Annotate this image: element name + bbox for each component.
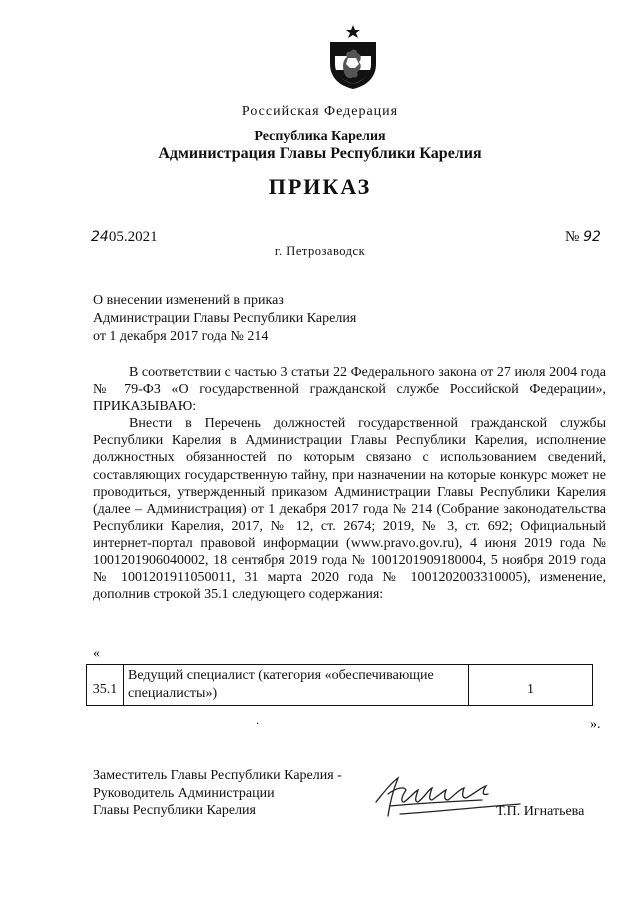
quantity-cell: 1: [469, 665, 593, 706]
date-printed-part: 05.2021: [108, 229, 158, 245]
signer-name: Т.П. Игнатьева: [496, 804, 585, 819]
document-body: [93, 364, 606, 603]
document-type-title: ПРИКАЗ: [268, 174, 372, 199]
subject-line: от 1 декабря 2017 года № 214: [93, 329, 269, 344]
body-paragraph: Внести в Перечень должностей государственной гражданской службы Республики Карелия в Администрации Главы Республики Карелия, исполнение должностных обязанностей по которым связано с использованием сведений, составляющих государственную тайну, при назначении на которые конкурс может не проводиться, утвержденный приказом Администрации Главы Республики Карелия (далее – Администрация) от 1 декабря 2017 года № 214 (Собрание законодательства Республики Карелия, 2017, № 12, ст. 2674; 2019, № 3, ст. 692; Официальный интернет-портал правовой информации (www.pravo.gov.ru), 4 июня 2019 года № 1001201906040002, 18 сентября 2019 года № 1001201909180004, 5 ноября 2019 года № 1001201911050011, 31 марта 2020 года № 1001202003310005), изменение, дополнив строкой 35.1 следующего содержания:: [93, 416, 606, 603]
coat-of-arms-emblem: [326, 24, 380, 90]
row-number-cell: 35.1: [87, 665, 124, 706]
stray-mark: ·: [256, 719, 260, 730]
closing-quote: ».: [590, 717, 601, 732]
position-name-cell: Ведущий специалист (категория «обеспечивающие специалисты»): [124, 665, 469, 706]
administration-name: Администрация Главы Республики Карелия: [158, 145, 482, 162]
signatory-line: Заместитель Главы Республики Карелия -: [93, 768, 342, 783]
number-prefix: №: [565, 229, 580, 245]
subject-line: Администрации Главы Республики Карелия: [93, 311, 357, 326]
opening-quote: «: [93, 646, 100, 661]
city-name: г. Петрозаводск: [274, 244, 366, 258]
body-paragraph: В соответствии с частью 3 статьи 22 Федерального закона от 27 июля 2004 года № 79-ФЗ «О государственной гражданской службе Российской Федерации», ПРИКАЗЫВАЮ:: [93, 365, 606, 415]
amendment-table: [86, 664, 593, 706]
signatory-line: Руководитель Администрации: [93, 785, 275, 801]
signatory-title: [93, 767, 342, 820]
date-handwritten-day: 24: [91, 229, 109, 245]
signatory-line: Главы Республики Карелия: [93, 803, 256, 818]
table-row: [87, 665, 593, 706]
republic-name: Республика Карелия: [254, 129, 386, 144]
subject-line: О внесении изменений в приказ: [93, 293, 284, 308]
number-handwritten: 92: [583, 229, 601, 245]
document-subject: [93, 292, 356, 346]
country-name: Российская Федерация: [241, 104, 399, 119]
